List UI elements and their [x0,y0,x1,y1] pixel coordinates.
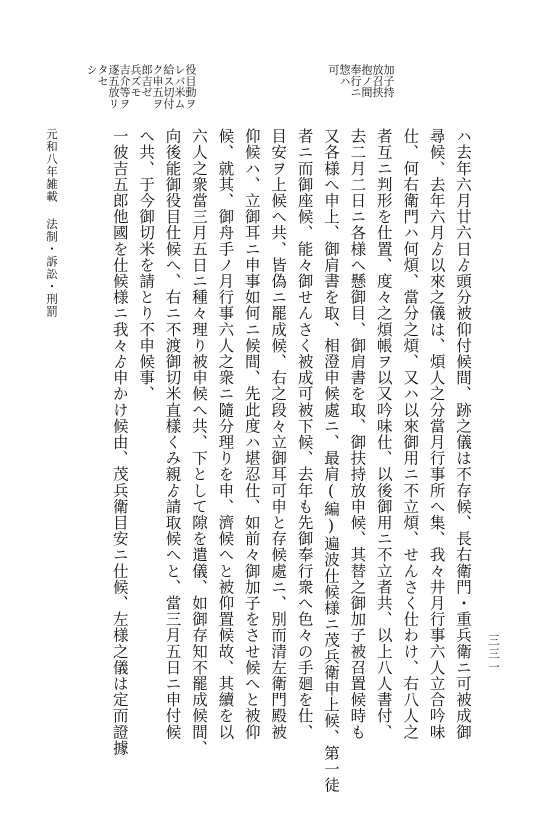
text-line: 者ニ而御座候、能々御せんさく被成可被下候、去年も先御奉行衆へ色々の手廻を仕、 [295,128,314,740]
annotation-line: 放召挟 [371,64,384,98]
text-line: 向後能御役目仕候へ、右ニ不渡御切米直樣くみ親ゟ請取候へと、當三月五日ニ申付候 [163,128,182,740]
annotation-line: 役目動ヲ [184,64,197,109]
running-title: 元和八年雑載 法制・訴訟・刑罰 [45,128,59,318]
annotation-line: 奉行ニ [349,64,362,98]
text-line: 去二月二日ニ各様へ懸御目、御肩書を取、御扶持放申候、其替之御加子被召置候時も [348,128,367,740]
text-line: 目安ヲ上候へ共、皆偽ニ罷成候、右之段々立御耳可申と存候處ニ、別而清左衛門殿被 [269,128,288,740]
annotation-line: 給ス切付 [162,64,175,109]
text-line: へ共、于今御切米を請とり不申候事、 [137,128,156,402]
annotation-line: 逐五放リ [107,64,120,109]
text-line: 候、就其、御舟手ノ月行事六人之衆ニ隨分理りを申、濟候へと被仰置候故、其續を以 [216,128,235,740]
annotation-line: 郎吉ゼ [140,64,153,98]
annotation-line: タセ [96,64,109,87]
text-line: 仰候ハ、立御耳ニ申事如何ニ候間、先此度ハ堪忍仕、如前々御加子をさせ候へと被仰 [242,128,261,740]
annotation-line: 抱ノ間 [360,64,373,98]
page-number: 三三一 [487,634,501,675]
text-line: 又各様へ申上、御肩書を取、相澄申候處ニ、最肩(編)遍波仕候様ニ茂兵衛申上候、第一徒 [321,128,340,794]
text-line: 仕、何右衛門ハ何煩、當分之煩、又ハ以來御用ニ不立煩、せんさく仕わけ、右八人之 [401,128,420,740]
annotation-line: ク申五ヲ [151,64,164,109]
text-line: ハ去年六月廿六日ゟ頭分被仰付候間、跡之儀は不存候、長右衛門・重兵衛ニ可被成御 [454,128,472,740]
annotation-line: レバ米ム [173,64,186,109]
annotation-line: 可 [327,64,340,76]
text-line: 者互ニ判形を仕置、度々之煩帳ヲ以又吟味仕、以後御用ニ不立者共、以上八人書付、 [374,128,393,740]
text-line: 尋候、去年六月ゟ以來之儀は、煩人之分當月行事所へ集、我々井月行事六人立合吟味 [427,128,446,740]
annotation-line: 兵ズモ [129,64,142,98]
annotation-line: 吉介等ヲ [118,64,131,109]
annotation-line: シ [85,64,98,76]
text-line: 一彼吉五郎他國を仕候様ニ我々ゟ申かけ候由、茂兵衛目安ニ仕候、左様之儀は定而證據 [110,128,129,756]
annotation-line: 惣ハ [338,64,351,87]
annotation-line: 加子持 [382,64,395,98]
text-line: 六人之衆當三月五日ニ種々理り被申候へ共、下として隙を遣儀、如御存知不罷成候間、 [189,128,208,756]
document-body [73,128,476,794]
